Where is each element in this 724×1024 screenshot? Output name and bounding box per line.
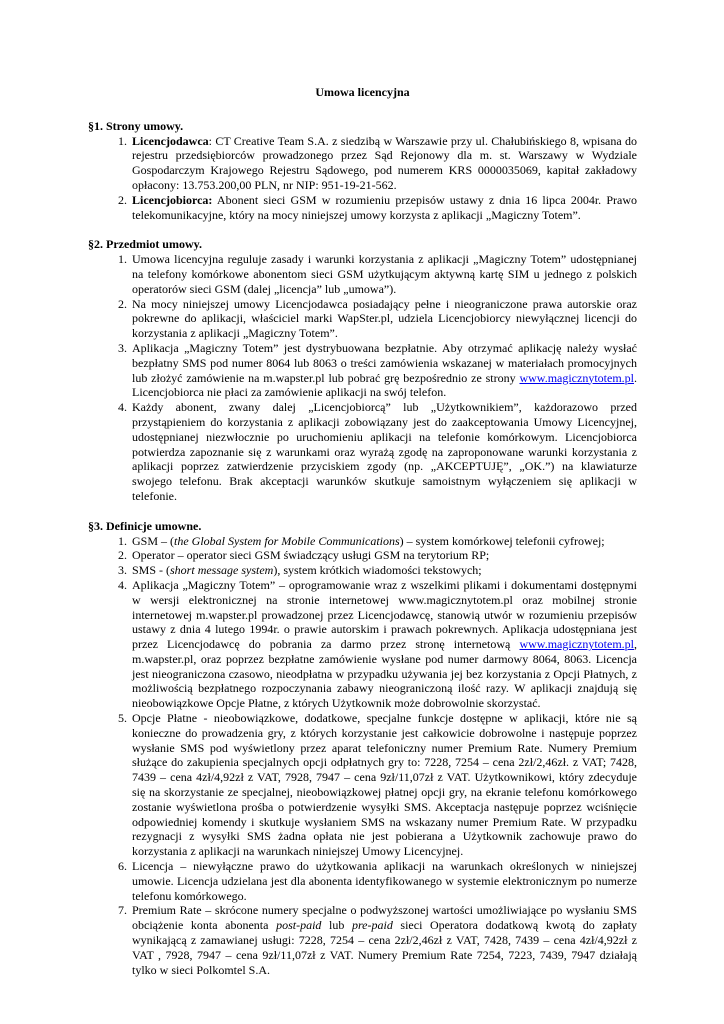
- list-item: [130, 859, 637, 903]
- section-1-heading: §1. Strony umowy.: [88, 118, 184, 133]
- item-text: ), system krótkich wiadomości tekstowych;: [273, 563, 482, 578]
- list-item: [130, 252, 637, 296]
- item-emphasis: post-paid: [276, 918, 322, 933]
- item-text: GSM – (: [132, 533, 175, 548]
- list-item: [130, 400, 637, 504]
- section-1: [88, 119, 637, 223]
- item-text: . Licencjobiorca nie płaci za zamówienie aplikacji na swój telefon.: [132, 370, 637, 400]
- item-text: lub: [321, 918, 352, 933]
- list-item: [130, 711, 637, 859]
- document-title: Umowa licencyjna: [315, 85, 410, 99]
- item-text: sieci Operatora dodatkową kwotą do zapłaty wynikającą z zamawianej usługi: 7228, 7254 – cena 2zł/2,46zł z VAT, 7428, 7439 – cena 4zł/4,92zł z VAT , 7928, 7947 – cena 9zł/11,07zł z VAT. Numery Premium Rate 7254, 7223, 7439, 7947 działają tylko w sieci Polkomtel S.A.: [132, 918, 637, 977]
- list-item: [130, 193, 637, 223]
- item-text: SMS - (: [132, 563, 171, 578]
- list-item: [130, 134, 637, 193]
- item-emphasis: short message system: [170, 563, 274, 578]
- item-text: ) – system komórkowej telefonii cyfrowej;: [399, 533, 605, 548]
- list-item: [130, 297, 637, 341]
- section-3-heading: §3. Definicje umowne.: [88, 518, 202, 533]
- item-text: Aplikacja „Magiczny Totem” – oprogramowanie wraz z wszelkimi plikami i dokumentami dostępnymi w wersji elektronicznej na stronie internetowej www.magicznytotem.pl oraz mobilnej stronie internetowej m.wapster.pl prowadzonej przez Licencjodawcę, stanowią utwór w rozumieniu przepisów ustawy z dnia 4 lutego 1994r. o prawie autorskim i prawach pokrewnych. Aplikacja udostępniana jest przez Licencjodawcę do pobrania za darmo przez stronę internetową: [132, 577, 637, 652]
- item-text: : CT Creative Team S.A. z siedzibą w Warszawie przy ul. Chałubińskiego 8, wpisana do rejestru przedsiębiorców prowadzonego przez Sąd Rejonowy dla m. st. Warszawy w Wydziale Gospodarczym Krajowego Rejestru Sądowego, pod numerem KRS 0000035069, kapitał zakładowy opłacony: 13.753.200,00 PLN, nr NIP: 951-19-21-562.: [132, 133, 637, 192]
- list-item: [130, 563, 637, 578]
- item-text: Opcje Płatne - nieobowiązkowe, dodatkowe, specjalne funkcje dostępne w aplikacji, które nie są konieczne do prowadzenia gry, z których korzystanie jest całkowicie dobrowolne i następuje poprzez wysłanie SMS pod wyświetlony przez aparat telefoniczny numer Premium Rate. Numery Premium służące do zakupienia specjalnych opcji odpłatnych gry to: 7228, 7254 – cena 2zł/2,46zł. z VAT; 7428, 7439 – cena 4zł/4,92zł z VAT, 7928, 7947 – cena 9zł/11,07zł z VAT. Użytkownikowi, który zdecyduje się na skorzystanie ze specjalnej, nieobowiązkowej płatnej opcji gry, na ekranie telefonu komórkowego zostanie wyświetlona prośba o potwierdzenie wysyłki SMS. Akceptacja następuje poprzez wciśnięcie odpowiedniej komendy i skutkuje wysłaniem SMS na wskazany numer Premium Rate. W przypadku rezygnacji z wysyłki SMS żadna opłata nie jest pobierana a Użytkownik zachowuje prawo do korzystania z aplikacji na warunkach niniejszej Umowy Licencyjnej.: [132, 711, 637, 859]
- section-1-list: [88, 134, 637, 223]
- item-text: Abonent sieci GSM w rozumieniu przepisów ustawy z dnia 16 lipca 2004r. Prawo telekomunikacyjne, który na mocy niniejszej umowy korzysta z aplikacji „Magiczny Totem”.: [132, 192, 637, 222]
- item-emphasis: the Global System for Mobile Communications: [174, 533, 400, 548]
- item-text: Operator – operator sieci GSM świadczący usługi GSM na terytorium RP;: [132, 548, 490, 563]
- item-text: Premium Rate – skrócone numery specjalne o podwyższonej wartości umożliwiające po wysłaniu SMS obciążenie konta abonenta: [132, 903, 637, 933]
- item-text: Każdy abonent, zwany dalej „Licencjobiorcą” lub „Użytkownikiem”, każdorazowo przed przystąpieniem do korzystania z aplikacji zobowiązany jest do zaakceptowania Umowy Licencyjnej, udostępnianej niezwłocznie po uruchomieniu aplikacji na telefonie komórkowym. Licencjobiorca potwierdza zapoznanie się z warunkami oraz wyrażą zgodę na zaproponowane warunki korzystania z aplikacji poprzez zatwierdzenie przyciskiem zgody (np. „AKCEPTUJĘ”, „OK.”) na klawiaturze swojego telefonu. Brak akceptacji warunków skutkuje samoistnym wyłączeniem się aplikacji w telefonie.: [132, 400, 637, 503]
- website-link[interactable]: www.magicznytotem.pl: [519, 370, 634, 385]
- item-text: Umowa licencyjna reguluje zasady i warunki korzystania z aplikacji „Magiczny Totem” udostępnianej na telefony komórkowe abonentom sieci GSM użytkującym aktywną kartę SIM u jednego z polskich operatorów sieci GSM (dalej „licencja” lub „umowa”).: [132, 252, 637, 296]
- section-2: [88, 237, 637, 503]
- list-item: [130, 903, 637, 977]
- section-2-list: [88, 252, 637, 504]
- item-text: , m.wapster.pl, oraz poprzez bezpłatne zamówienie wysłane pod numer darmowy 8064, 8063. Licencja jest nieograniczona czasowo, nieodpłatna w przypadku używania jej bez korzystania z Opcji Płatnych, z możliwością bezpłatnego rozpoczynania zabawy nieograniczoną ilość razy. W aplikacji znajdują się nieobowiązkowe Opcje Płatne, z których Użytkownik może dobrowolnie skorzystać.: [132, 637, 637, 711]
- item-text: Aplikacja „Magiczny Totem” jest dystrybuowana bezpłatnie. Aby otrzymać aplikację należy wysłać bezpłatny SMS pod numer 8064 lub 8063 o treści zamówienia wskazanej w materiałach promocyjnych lub złożyć zamówienie na m.wapster.pl lub pobrać grę bezpośrednio ze strony: [132, 340, 637, 385]
- list-item: [130, 548, 637, 563]
- list-item: [130, 534, 637, 549]
- item-text: Na mocy niniejszej umowy Licencjodawca posiadający pełne i nieograniczone prawa autorskie oraz pokrewne do aplikacji, właściciel marki WapSter.pl, udziela Licencjobiorcy niewyłącznej licencji do korzystania z aplikacji „Magiczny Totem”.: [132, 296, 637, 341]
- section-3: [88, 519, 637, 978]
- section-2-heading: §2. Przedmiot umowy.: [88, 237, 202, 252]
- term: Licencjodawca: [132, 133, 209, 148]
- list-item: [130, 578, 637, 711]
- item-emphasis: pre-paid: [351, 918, 393, 933]
- item-text: Licencja – niewyłączne prawo do użytkowania aplikacji na warunkach określonych w niniejszej umowie. Licencja udzielana jest dla abonenta identyfikowanego w systemie elektronicznym po numerze telefonu komórkowego.: [132, 859, 637, 903]
- list-item: [130, 341, 637, 400]
- term: Licencjobiorca:: [132, 192, 213, 207]
- section-3-list: [88, 534, 637, 978]
- website-link[interactable]: www.magicznytotem.pl: [519, 637, 634, 652]
